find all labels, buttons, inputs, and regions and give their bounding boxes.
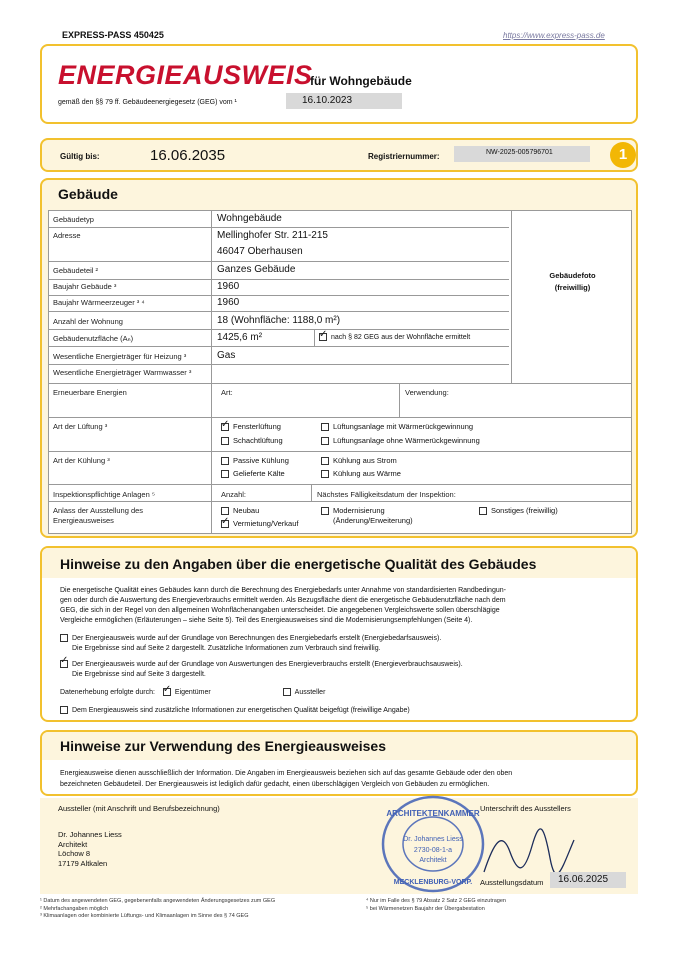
type-value: Wohngebäude [217,213,282,224]
reg-number: NW-2025-005796701 [486,149,553,156]
reason-rent-checkbox[interactable] [221,520,229,528]
title-basis: gemäß den §§ 79 ff. Gebäudeenergiegesetz (GEG) vom ¹ [58,99,237,106]
extra-info-checkbox[interactable] [60,706,68,714]
cool-delivered-checkbox[interactable] [221,470,229,478]
renew-use-label: Verwendung: [405,388,449,397]
reason-label: Anlass der Ausstellung des [53,506,144,515]
svg-text:Dr. Johannes Liess: Dr. Johannes Liess [403,836,463,843]
footnotes-left: ¹ Datum des angewendeten GEG, gegebenenfalls angewendeten Änderungsgesetzes zum GEG ² Mehrfachangaben möglich ³ Klimaanlagen oder kombinierte Lüftungs- und Klimaanlagen im Sinne des § 74 GEG [40,898,276,919]
extra-info[interactable]: Dem Energieausweis sind zusätzliche Informationen zur energetischen Qualität beigefügt (freiwillige Angabe) [60,706,410,714]
address-line1: Mellinghofer Str. 211-215 [217,230,328,241]
validity-box [40,138,638,172]
renew-label: Erneuerbare Energien [53,388,127,397]
year-label: Baujahr Gebäude ³ [53,282,117,291]
page-number: 1 [618,146,628,163]
type-label: Gebäudetyp [53,215,94,224]
issue-date-field [550,872,626,888]
svg-text:Architekt: Architekt [419,857,447,864]
area-note-checkbox[interactable] [319,333,327,341]
inspection-count: Anzahl: [221,490,247,499]
svg-text:MECKLENBURG-VORP.: MECKLENBURG-VORP. [393,879,473,886]
cool-electric-checkbox[interactable] [321,457,329,465]
official-stamp [378,792,488,896]
vent-opt-heat-recovery[interactable]: Lüftungsanlage mit Wärmerückgewinnung [321,422,473,431]
issuer-checkbox[interactable] [283,688,291,696]
cool-passive-checkbox[interactable] [221,457,229,465]
reg-label: Registriernummer: [368,152,440,161]
reason-opt-modern[interactable]: Modernisierung [321,506,385,515]
inspection-label: Inspektionspflichtige Anlagen ⁵ [53,490,155,499]
vent-opt-shaft[interactable]: Schachtlüftung [221,436,283,445]
vent-window-checkbox[interactable] [221,423,229,431]
issuer-address: Dr. Johannes Liess Architekt Löchow 8 17179 Altkalen [58,830,122,868]
cool-opt-heat[interactable]: Kühlung aus Wärme [321,469,401,478]
demand-checkbox[interactable] [60,634,68,642]
building-section [40,178,638,538]
website-link[interactable]: https://www.express-pass.de [503,31,605,40]
svg-text:ARCHITEKTENKAMMER: ARCHITEKTENKAMMER [386,809,480,818]
issuer-label: Aussteller (mit Anschrift und Berufsbezeichnung) [58,804,220,813]
building-heading: Gebäude [58,186,118,202]
usage-heading: Hinweise zur Verwendung des Energieausweises [60,738,387,754]
issue-date-label: Ausstellungsdatum [480,878,544,887]
part-label: Gebäudeteil ² [53,266,99,275]
photo-area [511,211,633,383]
owner-checkbox[interactable] [163,688,171,696]
area-note: ✓ nach § 82 GEG aus der Wohnfläche ermittelt [319,333,470,341]
vent-label: Art der Lüftung ³ [53,422,108,431]
valid-date: 16.06.2035 [150,147,226,164]
data-collection: Datenerhebung erfolgte durch: ✓ Eigentümer Aussteller [60,688,325,696]
hints-section [40,546,638,722]
hints-heading: Hinweise zu den Angaben über die energetische Qualität des Gebäudes [60,556,537,572]
reason-new-checkbox[interactable] [221,507,229,515]
valid-label: Gültig bis: [60,152,100,161]
vent-opt-no-recovery[interactable]: Lüftungsanlage ohne Wärmerückgewinnung [321,436,480,445]
heating-label: Wesentliche Energieträger für Heizung ³ [53,352,187,361]
footnotes-right: ⁴ Nur im Falle des § 79 Absatz 2 Satz 2 GEG einzutragen ⁵ bei Wärmenetzen Baujahr der Übergabestation [366,898,506,912]
hints-option-consumption[interactable]: ✓Der Energieausweis wurde auf der Grundlage von Auswertungen des Energieverbrauchs erstellt (Energieverbrauchsausweis). Die Ergebnisse sind auf Seite 3 dargestellt. [60,660,463,680]
inspection-next: Nächstes Fälligkeitsdatum der Inspektion: [317,490,456,499]
geg-date-field [286,93,402,109]
cool-opt-delivered[interactable]: Gelieferte Kälte [221,469,285,478]
heating-value: Gas [217,350,236,361]
usage-section [40,730,638,796]
geg-date: 16.10.2023 [302,95,353,106]
heater-year-label: Baujahr Wärmeerzeuger ³ ⁴ [53,298,145,307]
title-box [40,44,638,124]
vent-opt-window[interactable]: ✓ Fensterlüftung [221,422,281,431]
address-label: Adresse [53,231,81,240]
cool-heat-checkbox[interactable] [321,470,329,478]
part-value: Ganzes Gebäude [217,264,296,275]
cool-opt-passive[interactable]: Passive Kühlung [221,456,289,465]
hints-body: Die energetische Qualität eines Gebäudes kann durch die Berechnung des Energiebedarfs unter Annahme von standardisierten Randbedingun- gen oder durch die Auswertung des Energieverbrauchs ermittelt werden. Als Bezugsfläche dient die energetische Gebäudenutzfläche nach dem GEG, die sich in der Regel von den allgemeinen Wohnflächenangaben unterscheidet. Die angegebenen Vergleichswerte sollen überschlägige Vergleiche ermöglichen (Erläuterungen – siehe Seite 5). Teil des Energieausweises sind die Modernisierungsempfehlungen (Seite 4). [60,587,506,624]
renew-type-label: Art: [221,388,233,397]
pass-id: EXPRESS-PASS 450425 [62,30,164,40]
photo-label-optional: (freiwillig) [554,283,591,292]
reason-other-checkbox[interactable] [479,507,487,515]
issue-date: 16.06.2025 [558,874,609,885]
page-number-badge [610,142,636,168]
vent-norecovery-checkbox[interactable] [321,437,329,445]
reason-opt-modern-sub: (Änderung/Erweiterung) [333,516,413,525]
water-label: Wesentliche Energieträger Warmwasser ³ [53,368,192,377]
address-line2: 46047 Oberhausen [217,246,303,257]
area-label: Gebäudenutzfläche (Aₙ) [53,334,134,343]
reason-opt-new[interactable]: Neubau [221,506,259,515]
reason-opt-other[interactable]: Sonstiges (freiwillig) [479,506,558,515]
vent-recovery-checkbox[interactable] [321,423,329,431]
consumption-checkbox[interactable] [60,660,68,668]
heater-year-value: 1960 [217,297,240,308]
reason-label-2: Energieausweises [53,516,114,525]
title-main: ENERGIEAUSWEIS [58,60,313,90]
area-value: 1425,6 m² [217,332,263,343]
building-table [48,210,632,534]
issuer-section [40,798,638,894]
svg-text:2730-08-1-a: 2730-08-1-a [413,847,453,854]
vent-shaft-checkbox[interactable] [221,437,229,445]
cool-opt-electric[interactable]: Kühlung aus Strom [321,456,397,465]
reg-number-field [454,146,590,162]
reason-opt-rent[interactable]: ✓Vermietung/Verkauf [221,519,298,528]
hints-option-demand[interactable]: Der Energieausweis wurde auf der Grundlage von Berechnungen des Energiebedarfs erstellt (Energiebedarfsausweis). Die Ergebnisse sind auf Seite 2 dargestellt. Zusätzliche Informationen zum Verbrauch sind freiwillig. [60,634,441,654]
signature-label: Unterschrift des Ausstellers [480,804,571,813]
reason-modern-checkbox[interactable] [321,507,329,515]
photo-label: Gebäudefoto [549,271,596,280]
units-value: 18 (Wohnfläche: 1188,0 m²) [217,315,341,326]
units-label: Anzahl der Wohnung [53,317,123,326]
title-sub: für Wohngebäude [310,74,412,88]
usage-body: Energieausweise dienen ausschließlich der Information. Die Angaben im Energieausweis beziehen sich auf das gesamte Gebäude oder den oben bezeichneten Gebäudeteil. Der Energieausweis ist lediglich dafür gedacht, einen überschlägigen Vergleich von Gebäuden zu ermöglichen. [60,770,513,788]
year-value: 1960 [217,281,240,292]
cool-label: Art der Kühlung ³ [53,456,110,465]
